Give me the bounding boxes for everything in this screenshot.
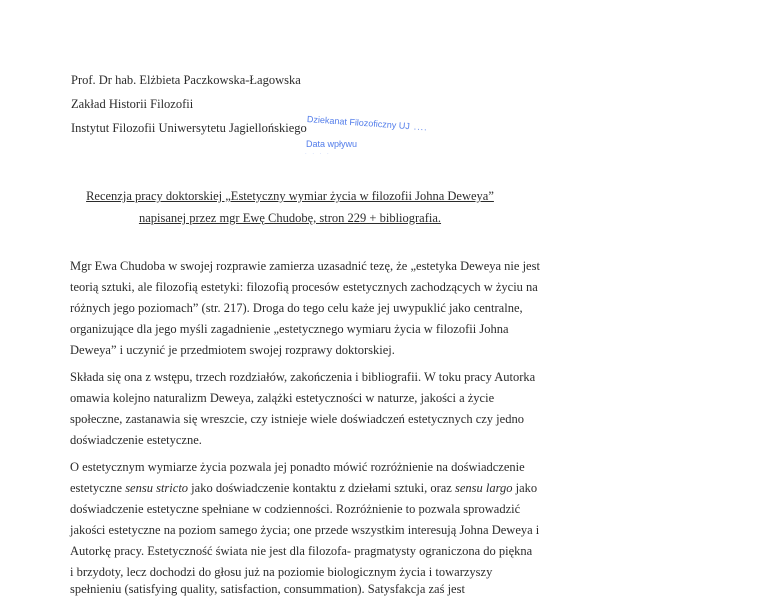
text-span: jako doświadczenie kontaktu z dziełami sztuki, oraz (188, 481, 455, 495)
received-stamp-label: Data wpływu (306, 139, 358, 149)
text-line: organizujące dla jego myśli zagadnienie „estetycznego wymiaru życia w filozofii Johna (70, 322, 509, 336)
review-title-line-1: Recenzja pracy doktorskiej „Estetyczny wymiar życia w filozofii Johna Deweya” (86, 189, 494, 203)
review-title-line-2: napisanej przez mgr Ewę Chudobę, stron 229 + bibliografia. (138, 211, 442, 225)
text-line: Autorkę pracy. Estetyczność świata nie jest dla filozofa- pragmatysty ograniczona do piękna (70, 544, 533, 558)
author-line: Prof. Dr hab. Elżbieta Paczkowska-Łagowska (71, 73, 301, 87)
text-line: Składa się ona z wstępu, trzech rozdziałów, zakończenia i bibliografii. W toku pracy Autorka (70, 370, 536, 384)
text-line: i brzydoty, lecz dochodzi do głosu już na poziomie biologicznym życia i towarzyszy (70, 565, 493, 579)
text-line: doświadczenie estetyczne spełniane w codzienności. Rozróżnienie to pozwala sprowadzić (70, 502, 521, 516)
italic-term: sensu largo (454, 481, 513, 495)
department-line: Zakład Historii Filozofii (71, 97, 194, 111)
text-line: omawia kolejno naturalizm Deweya, zalążki estetyczności w naturze, jakości a życie (70, 391, 495, 405)
text-line: doświadczenie estetyczne. (70, 433, 202, 447)
stamp-dots: .... (413, 121, 429, 133)
text-line: społeczne, zastanawia się wreszcie, czy istnieje wiele doświadczeń estetycznych czy jedno (70, 412, 524, 426)
text-line: teorią sztuki, ale filozofią estetyki: filozofią procesów estetycznych zachodzących w życiu na (70, 280, 538, 294)
italic-term: sensu stricto (125, 481, 189, 495)
text-line: Mgr Ewa Chudoba w swojej rozprawie zamierza uzasadnić tezę, że „estetyka Deweya nie jest (70, 259, 540, 273)
institute-line: Instytut Filozofii Uniwersytetu Jagiellońskiego (71, 121, 307, 135)
text-line (70, 480, 537, 496)
text-line: różnych jego poziomach” (str. 217). Droga do tego celu każe jej uwypuklić jako centralne, (70, 301, 523, 315)
text-span: jako (512, 481, 538, 495)
stamp-office-text: Dziekanat Filozoficzny UJ (306, 114, 411, 132)
text-line: O estetycznym wymiarze życia pozwala jej ponadto mówić rozróżnienie na doświadczenie (70, 460, 525, 474)
text-line: jakości estetyczne na poziom samego życia; one przede wszystkim interesują Johna Deweya i (70, 523, 540, 537)
text-line: spełnieniu (satisfying quality, satisfaction, consummation). Satysfakcja zaś jest (70, 582, 465, 596)
text-span: estetyczne (70, 481, 126, 495)
text-line: Deweya” i uczynić je przedmiotem swojej rozprawy doktorskiej. (70, 343, 395, 357)
received-stamp-faint: . . . . (305, 150, 331, 156)
received-stamp-office (307, 114, 428, 132)
